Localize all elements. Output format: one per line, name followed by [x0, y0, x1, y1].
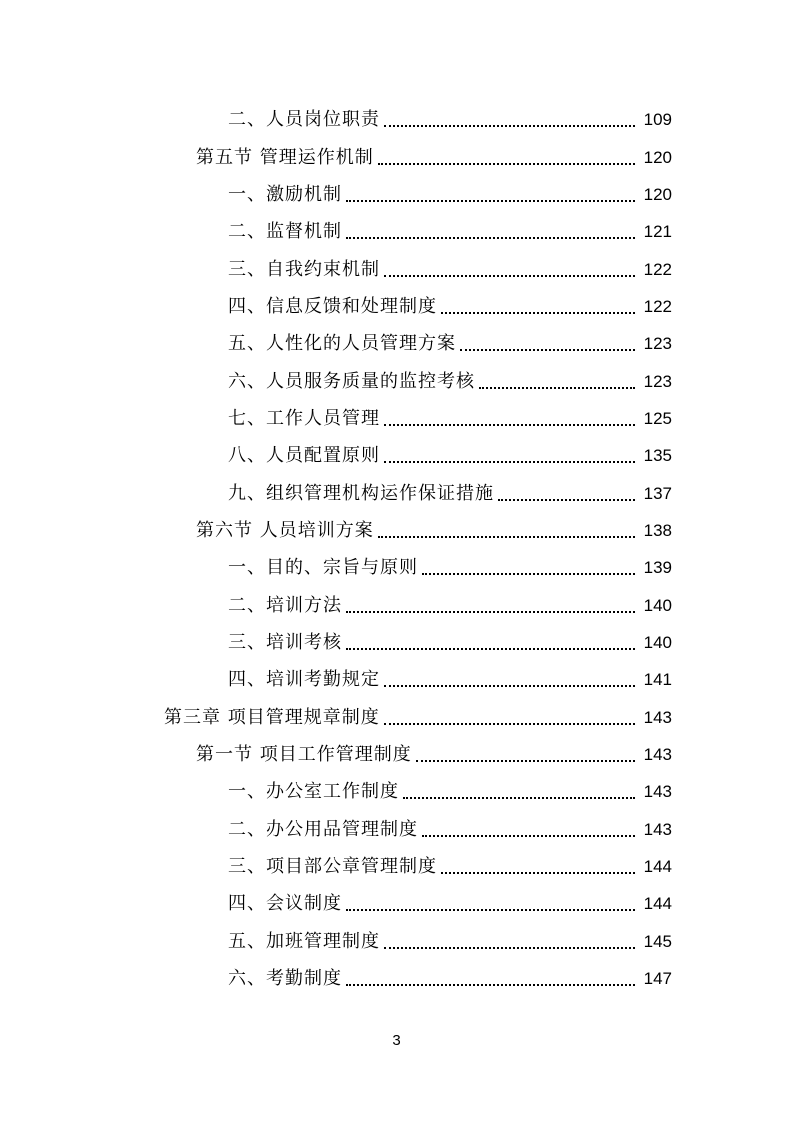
toc-dot-leader — [346, 647, 635, 650]
toc-entry-title: 六、考勤制度 — [228, 968, 342, 990]
toc-entry-page-number: 122 — [643, 296, 672, 316]
toc-entry-page-number: 147 — [643, 969, 672, 989]
toc-entry[interactable] — [0, 362, 793, 399]
toc-entry-title: 第五节 管理运作机制 — [196, 146, 374, 168]
toc-entry[interactable] — [0, 624, 793, 661]
toc-entry-title: 三、自我约束机制 — [228, 258, 380, 280]
toc-dot-leader — [479, 386, 635, 389]
toc-dot-leader — [384, 274, 635, 277]
toc-entry-page-number: 109 — [643, 110, 672, 130]
toc-dot-leader — [384, 684, 635, 687]
toc-entry-title: 六、人员服务质量的监控考核 — [228, 370, 475, 392]
toc-entry-page-number: 144 — [643, 894, 672, 914]
toc-dot-leader — [384, 124, 635, 127]
toc-entry-title: 九、组织管理机构运作保证措施 — [228, 482, 494, 504]
table-of-contents — [0, 101, 793, 997]
toc-dot-leader — [378, 535, 635, 538]
toc-entry-title: 五、加班管理制度 — [228, 930, 380, 952]
toc-dot-leader — [416, 759, 635, 762]
toc-entry[interactable] — [0, 586, 793, 623]
toc-entry[interactable] — [0, 400, 793, 437]
toc-dot-leader — [384, 722, 635, 725]
page-number: 3 — [392, 1032, 401, 1049]
toc-entry-page-number: 120 — [643, 147, 672, 167]
toc-entry[interactable] — [0, 923, 793, 960]
toc-entry-title: 三、培训考核 — [228, 631, 342, 653]
toc-dot-leader — [346, 199, 635, 202]
toc-entry-page-number: 143 — [643, 782, 672, 802]
toc-entry-title: 四、培训考勤规定 — [228, 669, 380, 691]
toc-entry-title: 二、办公用品管理制度 — [228, 818, 418, 840]
toc-entry[interactable] — [0, 437, 793, 474]
toc-entry[interactable] — [0, 960, 793, 997]
toc-dot-leader — [378, 162, 635, 165]
toc-entry-page-number: 141 — [643, 670, 672, 690]
toc-entry-title: 二、监督机制 — [228, 221, 342, 243]
toc-entry[interactable] — [0, 250, 793, 287]
toc-dot-leader — [422, 572, 635, 575]
toc-dot-leader — [441, 871, 635, 874]
toc-entry-title: 四、信息反馈和处理制度 — [228, 295, 437, 317]
toc-entry-title: 一、办公室工作制度 — [228, 781, 399, 803]
toc-entry[interactable] — [0, 325, 793, 362]
toc-entry-title: 二、人员岗位职责 — [228, 109, 380, 131]
toc-entry-page-number: 145 — [643, 931, 672, 951]
toc-dot-leader — [422, 834, 635, 837]
toc-entry[interactable] — [0, 661, 793, 698]
toc-entry-title: 八、人员配置原则 — [228, 445, 380, 467]
toc-entry-title: 七、工作人员管理 — [228, 407, 380, 429]
toc-entry-page-number: 138 — [643, 520, 672, 540]
toc-dot-leader — [346, 236, 635, 239]
toc-entry-title: 一、目的、宗旨与原则 — [228, 557, 418, 579]
toc-entry-page-number: 143 — [643, 819, 672, 839]
toc-entry[interactable] — [0, 213, 793, 250]
toc-dot-leader — [498, 498, 635, 501]
toc-entry-title: 第六节 人员培训方案 — [196, 519, 374, 541]
toc-entry-title: 一、激励机制 — [228, 183, 342, 205]
toc-entry-page-number: 140 — [643, 632, 672, 652]
toc-entry[interactable] — [0, 288, 793, 325]
toc-entry-page-number: 121 — [643, 222, 672, 242]
toc-entry-page-number: 144 — [643, 857, 672, 877]
toc-entry[interactable] — [0, 885, 793, 922]
toc-entry-page-number: 123 — [643, 371, 672, 391]
toc-entry[interactable] — [0, 848, 793, 885]
toc-dot-leader — [346, 908, 635, 911]
toc-entry-page-number: 140 — [643, 595, 672, 615]
toc-entry-page-number: 143 — [643, 707, 672, 727]
toc-entry[interactable] — [0, 736, 793, 773]
toc-entry-page-number: 123 — [643, 334, 672, 354]
toc-dot-leader — [403, 796, 635, 799]
toc-dot-leader — [384, 423, 635, 426]
toc-dot-leader — [384, 460, 635, 463]
toc-entry[interactable] — [0, 811, 793, 848]
toc-entry-page-number: 137 — [643, 483, 672, 503]
toc-dot-leader — [346, 983, 635, 986]
toc-entry-title: 第一节 项目工作管理制度 — [196, 744, 412, 766]
toc-entry[interactable] — [0, 512, 793, 549]
toc-entry-title: 三、项目部公章管理制度 — [228, 856, 437, 878]
toc-entry[interactable] — [0, 549, 793, 586]
toc-dot-leader — [460, 348, 635, 351]
toc-entry-page-number: 125 — [643, 408, 672, 428]
toc-entry-title: 四、会议制度 — [228, 893, 342, 915]
toc-entry[interactable] — [0, 474, 793, 511]
toc-entry[interactable] — [0, 699, 793, 736]
toc-dot-leader — [441, 311, 635, 314]
toc-entry-page-number: 120 — [643, 184, 672, 204]
toc-dot-leader — [346, 610, 635, 613]
toc-entry-title: 第三章 项目管理规章制度 — [164, 706, 380, 728]
toc-entry-page-number: 122 — [643, 259, 672, 279]
toc-entry-page-number: 143 — [643, 745, 672, 765]
toc-entry-page-number: 135 — [643, 446, 672, 466]
toc-entry[interactable] — [0, 773, 793, 810]
toc-entry[interactable] — [0, 176, 793, 213]
toc-entry[interactable] — [0, 101, 793, 138]
toc-entry-title: 二、培训方法 — [228, 594, 342, 616]
toc-entry-title: 五、人性化的人员管理方案 — [228, 333, 456, 355]
toc-entry[interactable] — [0, 138, 793, 175]
toc-entry-page-number: 139 — [643, 558, 672, 578]
toc-dot-leader — [384, 946, 635, 949]
